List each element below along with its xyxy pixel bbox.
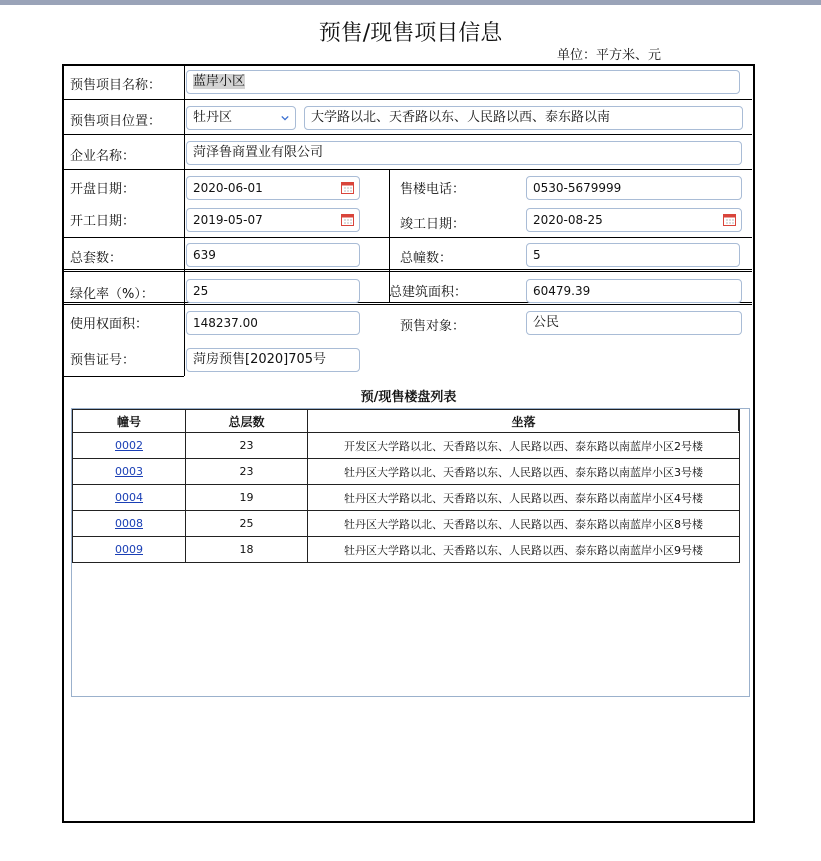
building-link[interactable]: 0003 xyxy=(115,465,143,478)
header-scroll-gutter xyxy=(738,409,749,431)
table-row[interactable] xyxy=(73,511,740,537)
address-field[interactable]: 大学路以北、天香路以东、人民路以西、泰东路以南 xyxy=(304,106,743,130)
building-no-cell xyxy=(73,537,186,563)
col-header-building-no: 幢号 xyxy=(73,410,186,433)
total-units-label: 总套数： xyxy=(70,251,123,266)
unit-note: 单位：平方米、元 xyxy=(557,48,662,63)
building-list-title: 预/现售楼盘列表 xyxy=(360,390,457,405)
page-title: 预售/现售项目信息 xyxy=(318,21,503,46)
calendar-icon[interactable] xyxy=(341,213,354,226)
district-select[interactable] xyxy=(186,106,296,130)
row-divider xyxy=(63,271,752,272)
table-row[interactable] xyxy=(73,537,740,563)
project-name-field[interactable] xyxy=(186,70,740,94)
total-area-field[interactable]: 60479.39 xyxy=(526,279,742,303)
building-table xyxy=(72,409,740,563)
company-field[interactable]: 菏泽鲁商置业有限公司 xyxy=(186,141,742,165)
table-header-row xyxy=(73,410,740,433)
calendar-icon[interactable] xyxy=(723,213,736,226)
start-date-field[interactable] xyxy=(186,208,360,232)
location-cell: 牡丹区大学路以北、天香路以东、人民路以西、泰东路以南蓝岸小区4号楼 xyxy=(308,485,740,511)
row-divider xyxy=(63,376,184,377)
chevron-down-icon xyxy=(281,114,289,122)
project-name-label: 预售项目名称： xyxy=(70,78,162,93)
project-name-value: 蓝岸小区 xyxy=(193,74,246,89)
location-cell: 牡丹区大学路以北、天香路以东、人民路以西、泰东路以南蓝岸小区9号楼 xyxy=(308,537,740,563)
building-no-cell xyxy=(73,485,186,511)
location-cell: 牡丹区大学路以北、天香路以东、人民路以西、泰东路以南蓝岸小区3号楼 xyxy=(308,459,740,485)
land-area-label: 使用权面积： xyxy=(70,317,149,332)
permit-no-label: 预售证号： xyxy=(70,353,136,368)
building-list-grid[interactable] xyxy=(71,408,750,697)
building-link[interactable]: 0004 xyxy=(115,491,143,504)
table-row[interactable] xyxy=(73,485,740,511)
permit-no-field[interactable]: 菏房预售[2020]705号 xyxy=(186,348,360,372)
building-link[interactable]: 0002 xyxy=(115,439,143,452)
sales-phone-field[interactable]: 0530-5679999 xyxy=(526,176,742,200)
presale-target-field[interactable]: 公民 xyxy=(526,311,742,335)
green-rate-field[interactable]: 25 xyxy=(186,279,360,303)
row-divider xyxy=(63,269,752,270)
calendar-icon[interactable] xyxy=(341,181,354,194)
floors-cell: 18 xyxy=(186,537,308,563)
floors-cell: 23 xyxy=(186,459,308,485)
land-area-field[interactable]: 148237.00 xyxy=(186,311,360,335)
finish-date-label: 竣工日期： xyxy=(400,217,466,232)
green-rate-label: 绿化率（%）： xyxy=(70,287,154,302)
col-header-floors: 总层数 xyxy=(186,410,308,433)
open-date-value: 2020-06-01 xyxy=(193,181,263,195)
row-divider xyxy=(63,304,752,305)
floors-cell: 19 xyxy=(186,485,308,511)
project-location-label: 预售项目位置： xyxy=(70,114,162,129)
sales-phone-label: 售楼电话： xyxy=(400,182,466,197)
open-date-field[interactable] xyxy=(186,176,360,200)
start-date-value: 2019-05-07 xyxy=(193,213,263,227)
building-link[interactable]: 0008 xyxy=(115,517,143,530)
row-divider xyxy=(63,237,752,238)
company-label: 企业名称： xyxy=(70,149,136,164)
start-date-label: 开工日期： xyxy=(70,214,136,229)
floors-cell: 23 xyxy=(186,433,308,459)
location-cell: 开发区大学路以北、天香路以东、人民路以西、泰东路以南蓝岸小区2号楼 xyxy=(308,433,740,459)
total-units-field[interactable]: 639 xyxy=(186,243,360,267)
building-link[interactable]: 0009 xyxy=(115,543,143,556)
row-divider xyxy=(63,169,752,170)
floors-cell: 25 xyxy=(186,511,308,537)
building-no-cell xyxy=(73,433,186,459)
row-divider xyxy=(63,134,752,135)
presale-target-label: 预售对象： xyxy=(400,319,466,334)
table-row[interactable] xyxy=(73,459,740,485)
col-divider xyxy=(184,65,185,376)
open-date-label: 开盘日期： xyxy=(70,182,136,197)
location-cell: 牡丹区大学路以北、天香路以东、人民路以西、泰东路以南蓝岸小区8号楼 xyxy=(308,511,740,537)
table-row[interactable] xyxy=(73,433,740,459)
total-buildings-label: 总幢数： xyxy=(400,251,453,266)
building-no-cell xyxy=(73,511,186,537)
row-divider xyxy=(63,99,752,100)
top-bar xyxy=(0,0,821,5)
total-area-label: 总建筑面积： xyxy=(389,285,468,300)
finish-date-value: 2020-08-25 xyxy=(533,213,603,227)
building-no-cell xyxy=(73,459,186,485)
col-header-location: 坐落 xyxy=(308,410,740,433)
district-value: 牡丹区 xyxy=(193,110,233,125)
total-buildings-field[interactable]: 5 xyxy=(526,243,740,267)
finish-date-field[interactable] xyxy=(526,208,742,232)
